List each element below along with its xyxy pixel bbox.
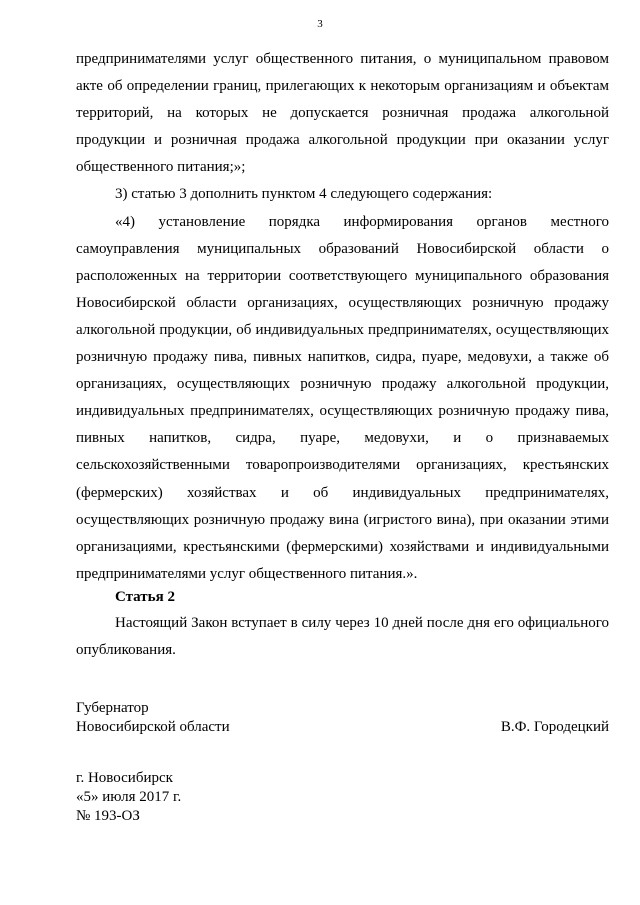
signature-row <box>76 718 609 737</box>
paragraph-continuation: предпринимателями услуг общественного питания, о муниципальном правовом акте об определении границ, прилегающих к некоторым организациям и объектам территорий, на которых не допускается розничная продажа алкогольной продукции и розничная продажа алкогольной продукции при оказании услуг общественного питания;»; <box>76 51 609 176</box>
signatory-name: В.Ф. Городецкий <box>500 719 609 735</box>
page-number: 3 <box>317 18 323 30</box>
article-paragraph: Настоящий Закон вступает в силу через 10 дней после дня его официального опубликования. <box>76 615 609 659</box>
footer-city: г. Новосибирск <box>76 770 173 786</box>
signature-block <box>76 699 609 737</box>
signatory-region: Новосибирской области <box>76 719 230 735</box>
paragraph-item-4-quote: «4) установление порядка информирования органов местного самоуправления муниципальных образований Новосибирской области о расположенных на территории соответствующего муниципального образования Новосибирской области организациях, осуществляющих розничную продажу алкогольной продукции, об индивидуальных предпринимателях, осуществляющих розничную продажу пива, пивных напитков, сидра, пуаре, медовухи, а также об организациях, осуществляющих розничную продажу алкогольной продукции, индивидуальных предпринимателях, осуществляющих розничную продажу пива, пивных напитков, сидра, пуаре, медовухи, и о признаваемых сельскохозяйственными товаропроизводителями организациях, крестьянских (фермерских) хозяйствах и об индивидуальных предпринимателях, осуществляющих розничную продажу вина (игристого вина), при оказании этими организациями, крестьянскими (фермерскими) хозяйствами и индивидуальными предпринимателями услуг общественного питания.». <box>76 213 609 582</box>
article-text <box>76 610 609 664</box>
paragraph-item-3: 3) статью 3 дополнить пунктом 4 следующего содержания: <box>115 186 493 203</box>
law-text-body <box>76 46 609 588</box>
footer-law-number: № 193-ОЗ <box>76 808 140 824</box>
document-footer <box>76 769 181 826</box>
article-heading: Статья 2 <box>115 589 175 605</box>
footer-date: «5» июля 2017 г. <box>76 789 182 805</box>
signatory-position: Губернатор <box>76 700 149 716</box>
